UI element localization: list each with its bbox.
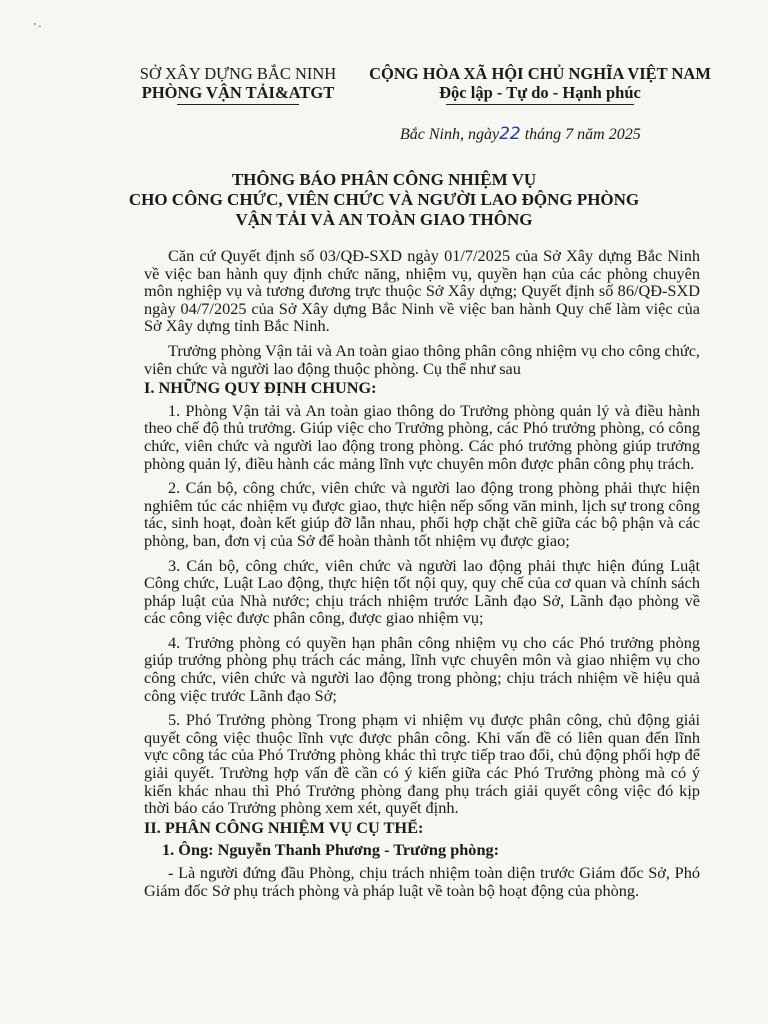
- section-heading: I. NHỮNG QUY ĐỊNH CHUNG:: [144, 378, 377, 398]
- intro-paragraph: Trưởng phòng Vận tải và An toàn giao thông phân công nhiệm vụ cho công chức, viên chức và người lao động thuộc phòng. Cụ thể như sau: [144, 340, 700, 378]
- national-header-block: [360, 64, 720, 105]
- motto-underline: [446, 104, 634, 105]
- document-body: [144, 247, 700, 906]
- document-title: [100, 170, 668, 230]
- date-suffix: tháng 7 năm 2025: [520, 126, 641, 143]
- date-day-handwritten: 22: [499, 124, 521, 144]
- regulation-item: 2. Cán bộ, công chức, viên chức và người lao động trong phòng phải thực hiện nghiêm túc các nhiệm vụ được giao, thực hiện nếp sống văn minh, lịch sự trong công tác, sinh hoạt, đoàn kết giúp đỡ lẫn nhau, phối hợp chặt chẽ giữa các bộ phận và các phòng, ban, đơn vị của Sở để hoàn thành tốt nhiệm vụ được giao;: [144, 478, 700, 550]
- country-name: CỘNG HÒA XÃ HỘI CHỦ NGHĨA VIỆT NAM: [369, 64, 711, 83]
- section-heading: II. PHÂN CÔNG NHIỆM VỤ CỤ THỂ:: [144, 817, 424, 837]
- department-name: PHÒNG VẬN TẢI&ATGT: [141, 83, 335, 102]
- title-line: THÔNG BÁO PHÂN CÔNG NHIỆM VỤ: [231, 170, 537, 189]
- issuing-agency-block: [108, 64, 368, 105]
- agency-underline: [177, 104, 299, 105]
- agency-name: SỞ XÂY DỰNG BẮC NINH: [139, 64, 337, 83]
- regulation-item: 4. Trưởng phòng có quyền hạn phân công nhiệm vụ cho các Phó trưởng phòng giúp trưởng phòng phụ trách các mảng, lĩnh vực chuyên môn và giao nhiệm vụ cho công chức, viên chức và người lao động trong phòng; chịu trách nhiệm về hiệu quả công việc trước Lãnh đạo Sở;: [144, 632, 700, 705]
- legal-basis-paragraph: Căn cứ Quyết định số 03/QĐ-SXD ngày 01/7/2025 của Sở Xây dựng Bắc Ninh về việc ban hành quy định chức năng, nhiệm vụ, quyền hạn của các phòng chuyên môn nghiệp vụ và tương đương trực thuộc Sở Xây dựng; Quyết định số 86/QĐ-SXD ngày 04/7/2025 của Sở Xây dựng Bắc Ninh về việc ban hành Quy chế làm việc của Sở Xây dựng tỉnh Bắc Ninh.: [144, 246, 700, 336]
- date-line: [400, 124, 700, 144]
- duty-paragraph: - Là người đứng đầu Phòng, chịu trách nhiệm toàn diện trước Giám đốc Sở, Phó Giám đốc Sở phụ trách phòng và pháp luật về toàn bộ hoạt động của phòng.: [144, 863, 700, 900]
- date-prefix: Bắc Ninh, ngày: [400, 126, 500, 143]
- national-motto: Độc lập - Tự do - Hạnh phúc: [439, 83, 641, 102]
- title-line: VẬN TẢI VÀ AN TOÀN GIAO THÔNG: [235, 210, 533, 229]
- assignee-heading: 1. Ông: Nguyễn Thanh Phương - Trưởng phòng:: [162, 840, 500, 860]
- regulation-item: 3. Cán bộ, công chức, viên chức và người lao động phải thực hiện đúng Luật Công chức, Luật Lao động, thực hiện tốt nội quy, quy chế của cơ quan và chính sách pháp luật của Nhà nước; chịu trách nhiệm trước Lãnh đạo Sở, Lãnh đạo phòng về các công việc được phân công, được giao nhiệm vụ;: [144, 555, 700, 628]
- regulation-item: 5. Phó Trưởng phòng Trong phạm vi nhiệm vụ được phân công, chủ động giải quyết công việc thuộc lĩnh vực được phân công. Khi vấn đề có liên quan đến lĩnh vực công tác của Phó Trưởng phòng khác thì trực tiếp trao đổi, chủ động phối hợp để giải quyết. Trường hợp vấn đề cần có ý kiến giữa các Phó Trưởng phòng mà có ý kiến khác nhau thì Phó Trưởng phòng đang phụ trách giải quyết công việc đó kịp thời báo cáo Trưởng phòng xem xét, quyết định.: [144, 710, 700, 818]
- title-line: CHO CÔNG CHỨC, VIÊN CHỨC VÀ NGƯỜI LAO ĐỘNG PHÒNG: [128, 190, 640, 209]
- regulation-item: 1. Phòng Vận tải và An toàn giao thông do Trưởng phòng quản lý và điều hành theo chế độ thủ trưởng. Giúp việc cho Trưởng phòng, các Phó trưởng phòng, có công chức, viên chức và người lao động trong phòng. Các phó trưởng phòng giúp trưởng phòng quản lý, điều hành các mảng lĩnh vực chuyên môn được phân công phụ trách.: [144, 400, 700, 473]
- scan-mark: ' ·: [34, 22, 42, 33]
